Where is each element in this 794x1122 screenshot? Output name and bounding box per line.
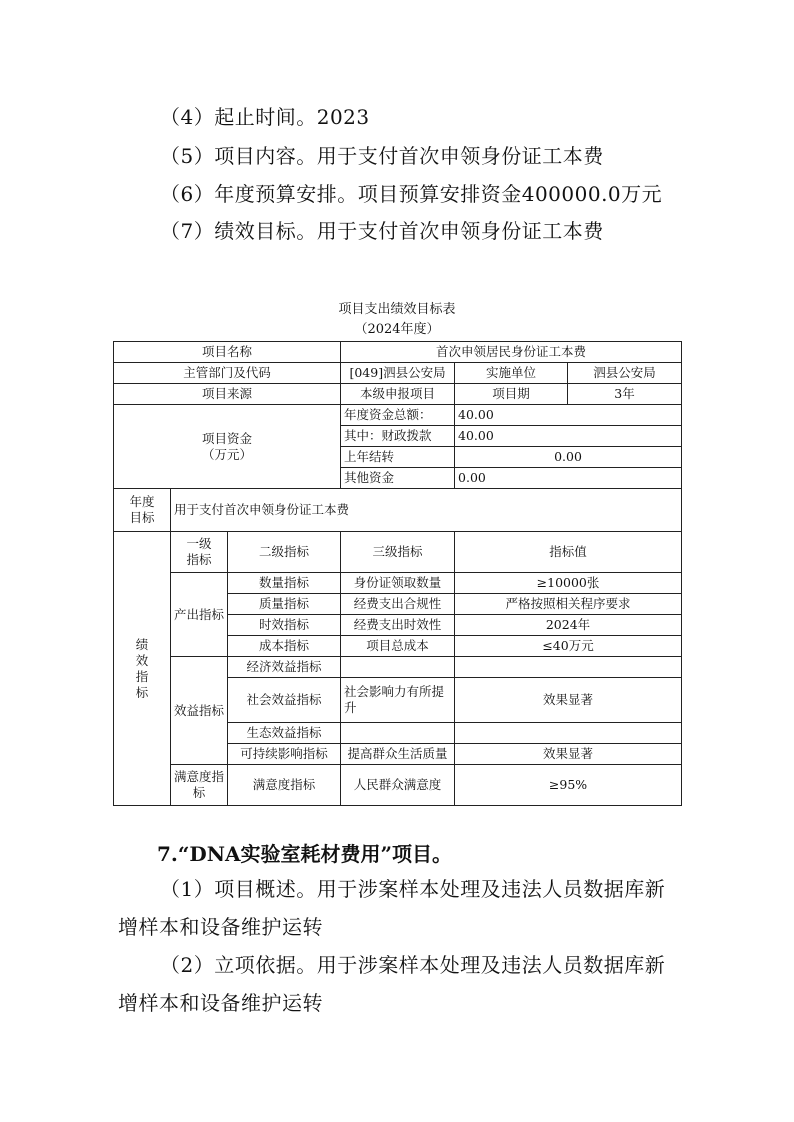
annual-goal-label-line1: 年度 [129,494,155,509]
output-value: 严格按照相关程序要求 [455,594,682,615]
benefit-level2: 社会效益指标 [228,678,341,723]
funds-total-label: 年度资金总额： [341,405,455,426]
output-level3: 身份证领取数量 [341,573,455,594]
paragraph-performance-goal: （7）绩效目标。用于支付首次申领身份证工本费 [160,219,604,243]
benefit-indicators-label: 效益指标 [171,657,228,765]
header-level1-line1: 一级 [186,536,212,551]
funds-other-label: 其他资金 [341,468,455,489]
paragraph-overview-line1: （1）项目概述。用于涉案样本处理及违法人员数据库新 [160,877,666,901]
impl-label: 实施单位 [455,363,568,384]
output-level2: 数量指标 [228,573,341,594]
source-value: 本级申报项目 [341,384,455,405]
paragraph-basis-line2: 增样本和设备维护运转 [118,991,323,1015]
paragraph-start-end-time: （4）起止时间。2023 [160,105,370,129]
header-level3: 三级指标 [341,532,455,573]
impl-value: 泗县公安局 [568,363,682,384]
perf-label-char: 效 [135,652,149,668]
satisfaction-label [171,765,228,806]
benefit-level3 [341,657,455,678]
project-name-label: 项目名称 [114,342,341,363]
benefit-level2: 可持续影响指标 [228,744,341,765]
paragraph-annual-budget: （6）年度预算安排。项目预算安排资金400000.0万元 [160,182,663,206]
table-row [114,363,682,384]
perf-label-char: 绩 [135,636,149,652]
paragraph-overview-line2: 增样本和设备维护运转 [118,915,323,939]
table-row [114,532,682,573]
output-indicators-label: 产出指标 [171,573,228,657]
source-label: 项目来源 [114,384,341,405]
paragraph-basis-line1: （2）立项依据。用于涉案样本处理及违法人员数据库新 [160,953,666,977]
funds-label-line1: 项目资金 [202,430,253,446]
benefit-level3: 提高群众生活质量 [341,744,455,765]
header-value: 指标值 [455,532,682,573]
period-label: 项目期 [455,384,568,405]
dept-value: [049]泗县公安局 [341,363,455,384]
dept-label: 主管部门及代码 [114,363,341,384]
benefit-value [455,723,682,744]
benefit-level2: 经济效益指标 [228,657,341,678]
benefit-value [455,657,682,678]
benefit-level3 [341,723,455,744]
annual-goal-value: 用于支付首次申领身份证工本费 [171,489,682,532]
funds-other-value: 0.00 [455,468,682,489]
table-row [114,657,682,678]
output-value: 2024年 [455,615,682,636]
performance-target-table [113,341,682,806]
table-row [114,405,682,426]
satisfaction-level2: 满意度指标 [228,765,341,806]
satisfaction-value: ≥95% [455,765,682,806]
project-name-value: 首次申领居民身份证工本费 [341,342,682,363]
satisfaction-level3: 人民群众满意度 [341,765,455,806]
funds-fiscal-label: 其中：财政拨款 [341,426,455,447]
output-level3: 经费支出时效性 [341,615,455,636]
period-value: 3年 [568,384,682,405]
output-value: ≤40万元 [455,636,682,657]
funds-carryover-value: 0.00 [455,447,682,468]
section-heading: 7.“DNA实验室耗材费用”项目。 [157,842,453,866]
table-title: 项目支出绩效目标表 [338,302,456,317]
annual-goal-label-line2: 目标 [129,510,155,525]
performance-indicators-label [114,532,171,806]
funds-label [114,405,341,489]
header-level1 [171,532,228,573]
perf-label-char: 标 [135,684,149,700]
output-value: ≥10000张 [455,573,682,594]
benefit-level3-line2: 升 [344,700,357,715]
output-level3: 经费支出合规性 [341,594,455,615]
table-year: （2024年度） [354,322,440,337]
table-row [114,489,682,532]
output-level2: 成本指标 [228,636,341,657]
output-level3: 项目总成本 [341,636,455,657]
paragraph-project-content: （5）项目内容。用于支付首次申领身份证工本费 [160,144,604,168]
benefit-level2: 生态效益指标 [228,723,341,744]
satisfaction-label-line2: 标 [192,785,206,800]
benefit-level3 [341,678,455,723]
benefit-level3-line1: 社会影响力有所提 [344,684,445,699]
table-row [114,384,682,405]
funds-label-line2: （万元） [202,446,253,462]
header-level2: 二级指标 [228,532,341,573]
annual-goal-label [114,489,171,532]
output-level2: 质量指标 [228,594,341,615]
funds-carryover-label: 上年结转 [341,447,455,468]
header-level1-line2: 指标 [186,552,212,567]
funds-fiscal-value: 40.00 [455,426,682,447]
satisfaction-label-line1: 满意度指 [174,769,225,784]
output-level2: 时效指标 [228,615,341,636]
table-row [114,765,682,806]
perf-label-char: 指 [135,668,149,684]
funds-total-value: 40.00 [455,405,682,426]
table-row [114,573,682,594]
benefit-value: 效果显著 [455,678,682,723]
table-row [114,342,682,363]
benefit-value: 效果显著 [455,744,682,765]
